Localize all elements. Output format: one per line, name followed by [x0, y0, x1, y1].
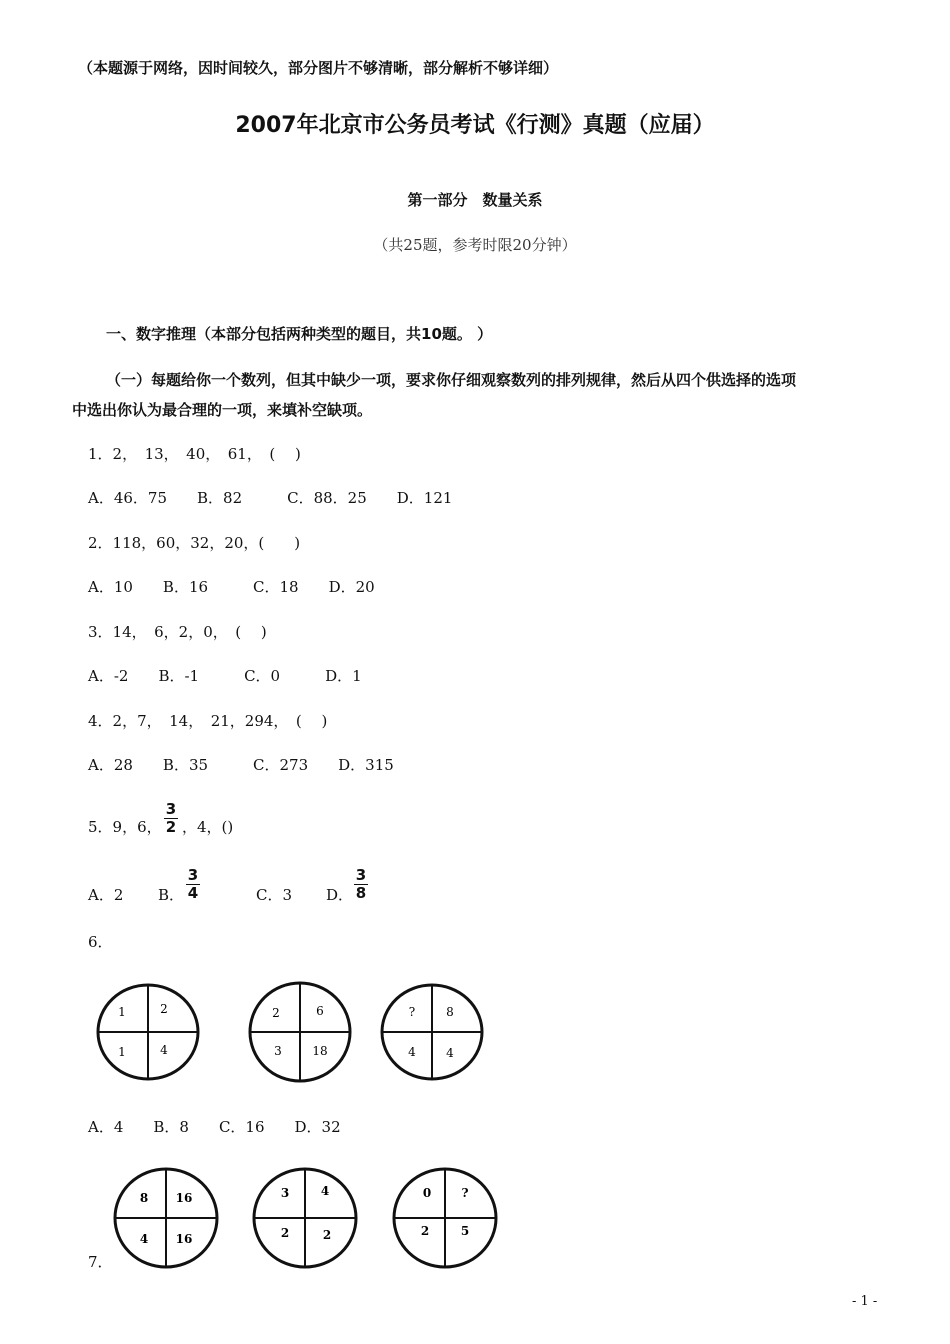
instruction-line-1: （一）每题给你一个数列，但其中缺少一项，要求你仔细观察数列的排列规律，然后从四个供选择的选项: [106, 371, 797, 389]
q7-c2-top-left: 3: [280, 1186, 290, 1200]
q7-c3-top-right: ?: [461, 1186, 469, 1200]
q6-c2-top-left: 2: [272, 1006, 280, 1020]
answer-options-6: A．4 B．8 C．16 D．32: [88, 1118, 341, 1136]
answer-options-2: A．10 B．16 C．18 D．20: [88, 578, 375, 596]
q7-circle-3: [391, 1167, 501, 1271]
question-7: 7．: [88, 1253, 113, 1271]
q7-c1-bottom-left: 4: [139, 1232, 149, 1246]
q6-c1-top-right: 2: [160, 1002, 168, 1016]
question-2: 2．118，60，32，20，( ): [88, 534, 301, 552]
q7-c1-bottom-right: 16: [175, 1232, 193, 1246]
question-3: 3．14， 6，2，0， ( ): [88, 623, 267, 641]
question-5-suffix: ，4，(): [182, 818, 234, 836]
q7-c1-top-left: 8: [139, 1191, 149, 1205]
page-number: - 1 -: [852, 1294, 878, 1309]
q6-c3-top-left: ?: [408, 1005, 416, 1019]
answer-5-d: D．: [326, 886, 354, 904]
q6-circle-3: [380, 983, 490, 1083]
answer-options-3: A．-2 B．-1 C．0 D．1: [88, 667, 362, 685]
answer-5-c: C．3: [256, 886, 293, 904]
question-5-fraction: 3 2: [165, 800, 177, 836]
q7-c2-top-right: 4: [320, 1184, 330, 1198]
q7-c3-bottom-left: 2: [420, 1224, 430, 1238]
q7-circle-1: [112, 1167, 222, 1271]
q6-c1-bottom-right: 4: [160, 1043, 168, 1057]
answer-5-b-fraction: 3 4: [187, 866, 199, 902]
q6-c3-top-right: 8: [446, 1005, 454, 1019]
page-title: 2007年北京市公务员考试《行测》真题（应届）: [235, 113, 715, 138]
q7-circle-2: [251, 1167, 361, 1271]
q7-c2-bottom-left: 2: [280, 1226, 290, 1240]
section-heading: 一、数字推理（本部分包括两种类型的题目，共10题。 ）: [106, 325, 493, 343]
answer-5-b: B．: [158, 886, 185, 904]
q6-c2-top-right: 6: [316, 1004, 324, 1018]
question-4: 4．2，7， 14， 21，294， ( ): [88, 712, 328, 730]
q6-circle-1: [96, 983, 206, 1083]
answer-5-a: A．2: [88, 886, 124, 904]
q7-c3-bottom-right: 5: [460, 1224, 470, 1238]
q6-c2-bottom-right: 18: [312, 1044, 328, 1058]
question-5-prefix: 5．9，6，: [88, 818, 162, 836]
q7-c1-top-right: 16: [175, 1191, 193, 1205]
source-note: （本题源于网络，因时间较久，部分图片不够清晰，部分解析不够详细）: [78, 59, 559, 77]
part-heading: 第一部分 数量关系: [407, 191, 543, 209]
answer-5-d-fraction: 3 8: [355, 866, 367, 902]
answer-options-4: A．28 B．35 C．273 D．315: [88, 756, 394, 774]
q7-c3-top-left: 0: [422, 1186, 432, 1200]
instruction-line-2: 中选出你认为最合理的一项，来填补空缺项。: [72, 401, 373, 419]
question-1: 1．2， 13， 40， 61， ( ): [88, 445, 301, 463]
q6-c3-bottom-left: 4: [408, 1045, 416, 1059]
q6-c1-bottom-left: 1: [118, 1045, 126, 1059]
q6-c2-bottom-left: 3: [274, 1044, 282, 1058]
q6-c1-top-left: 1: [118, 1005, 126, 1019]
q7-c2-bottom-right: 2: [322, 1228, 332, 1242]
time-limit: （共25题，参考时限20分钟）: [373, 236, 577, 254]
q6-circle-2: [248, 981, 358, 1085]
question-6: 6．: [88, 933, 113, 951]
q6-c3-bottom-right: 4: [446, 1046, 454, 1060]
answer-options-1: A．46．75 B．82 C．88．25 D．121: [88, 489, 453, 507]
